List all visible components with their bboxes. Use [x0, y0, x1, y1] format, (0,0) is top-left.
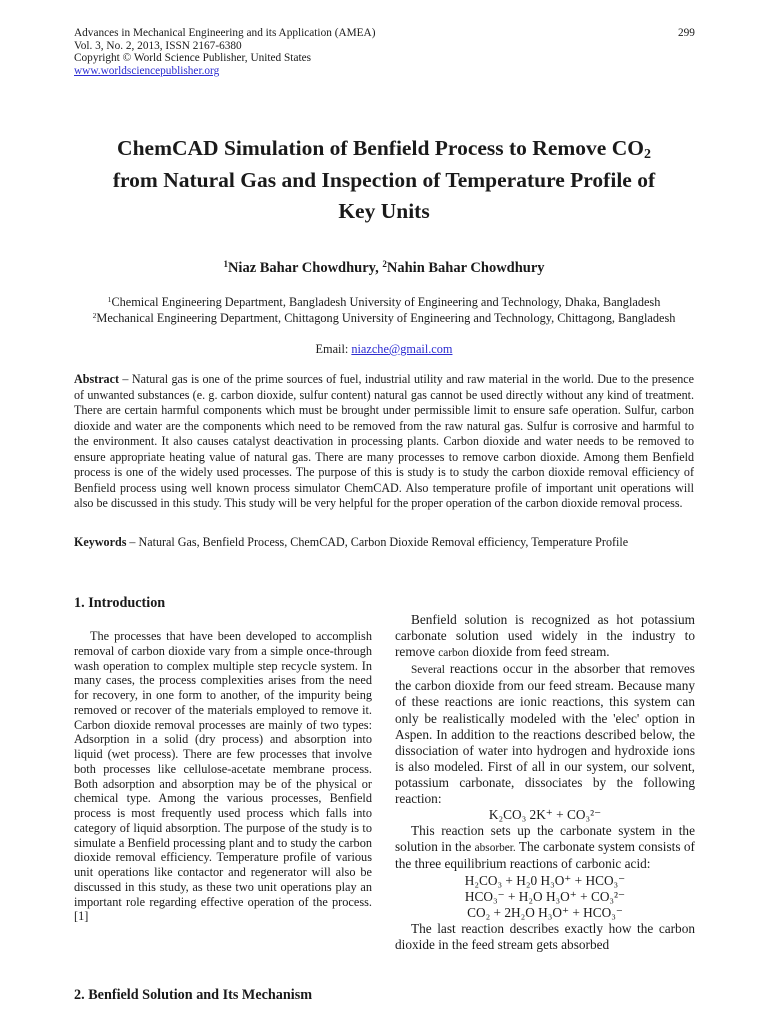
p2-text-b: reactions occur in the absorber that removes the carbon dioxide from our feed stream. Because many of these reactions are ionic reactions, this system can only be realistically modeled with the 'elec' option in Aspen. In addition to the reactions described below, the dissociation of water into hydrogen and hydroxide ions is also modeled. First of all in our system, our solvent, potassium carbonate, dissociates by the following reaction: [395, 661, 695, 807]
section-heading-introduction: 1. Introduction [74, 595, 166, 611]
p1-text-a: Benfield solution is recognized as hot potassium carbonate solution used widely in the industry to remove [395, 612, 695, 660]
p3-text-small: absorber. [474, 842, 516, 855]
author-1-name: Niaz Bahar Chowdhury, [227, 260, 379, 276]
keywords [74, 535, 694, 550]
paper-title [60, 133, 708, 228]
abstract-label: Abstract [74, 372, 120, 386]
introduction-paragraph: The processes that have been developed to accomplish removal of carbon dioxide vary from a simple once-through wash operation to complex multiple step recycle system. In many cases, the process complexities arises from the need for recovery, in one form to another, of the impurity being removed or recover of the materials employed to remove it. Carbon dioxide removal processes are mainly of two types: Adsorption in a solid (dry process) and absorption into liquid (wet process). There are few processes that involve both processes like cellulose-acetate membrane process. Both adsorption and absorption may be of the physical or chemical type. Among the various processes, Benfield process is most frequently used process which falls into category of liquid absorption. The purpose of the study is to simulate a Benfield processing plant and to study the carbon dioxide removal efficiency. Temperature profile of various unit operations like contactor and regenerator will also be discussed in this study, as these two unit operations play an important role regarding effective operation of the process. [1] [74, 629, 372, 924]
benfield-paragraph-2 [395, 661, 695, 807]
affiliation-1: Chemical Engineering Department, Bangladesh University of Engineering and Technology, Dhaka, Bangladesh [111, 295, 661, 309]
p1-text-b: dioxide from feed stream. [468, 644, 610, 660]
benfield-paragraph-1 [395, 612, 695, 661]
keywords-label: Keywords [74, 535, 127, 549]
affil-1-mark: 1 [107, 294, 112, 304]
journal-copyright: Copyright © World Science Publisher, United States [74, 52, 312, 65]
journal-header [74, 27, 375, 78]
p3-text-b: The carbonate system consists of the three equilibrium reactions of carbonic acid: [395, 839, 695, 872]
title-line-3: Key Units [338, 199, 430, 223]
section-heading-benfield: 2. Benfield Solution and Its Mechanism [74, 987, 313, 1003]
title-line-2: from Natural Gas and Inspection of Temperature Profile of [112, 167, 656, 192]
keywords-text: – Natural Gas, Benfield Process, ChemCAD, Carbon Dioxide Removal efficiency, Temperature Profile [126, 535, 629, 549]
title-line-1: ChemCAD Simulation of Benfield Process to Remove CO [117, 136, 644, 160]
introduction-body [74, 629, 372, 924]
journal-name: Advances in Mechanical Engineering and its Application (AMEA) [74, 27, 376, 39]
abstract [74, 372, 694, 512]
affiliation-2: Mechanical Engineering Department, Chittagong University of Engineering and Technology, Chittagong, Bangladesh [96, 310, 676, 325]
author-2-affil-mark: 2 [382, 259, 387, 270]
p1-text-small: carbon [438, 647, 469, 660]
equation-k2co3-dissociation: K₂CO₃ 2K⁺ + CO₃²⁻ [488, 807, 602, 823]
benfield-body [395, 612, 695, 953]
author-2-name: Nahin Bahar Chowdhury [386, 260, 545, 276]
equation-co2-absorption: CO₂ + 2H₂O H₃O⁺ + HCO₃⁻ [467, 904, 623, 920]
author-1-affil-mark: 1 [223, 259, 228, 270]
benfield-paragraph-4: The last reaction describes exactly how the carbon dioxide in the feed stream gets absorbed [395, 920, 695, 952]
abstract-text: – Natural gas is one of the prime sources of fuel, industrial utility and raw material in the world. Due to the presence of unwanted substances (e. g. carbon dioxide, sulfur content) natural gas cannot be used directly without any kind of treatment. There are certain harmful components which must be brought under permissible limit to ensure safe operation. Sulfur, carbon dioxide and water are the components which need to be removed from the raw natural gas. Sulfur is corrosive and harmful to the environment. It also causes catalyst deactivation in processing plants. Carbon dioxide and water needs to be removed to ensure appropriate heating value of natural gas. There are many processes to remove carbon dioxide. Among them Benfield process is one of the widely used processes. The purpose of this is study is to study the carbon dioxide removal efficiency of Benfield process using well known process simulator ChemCAD. Also temperature profile of important unit operations will also be discussed in this study. This study will be very helpful for the proper operation of the carbon dioxide removal process. [74, 372, 694, 510]
publisher-website-link[interactable]: www.worldsciencepublisher.org [74, 65, 220, 78]
email-label: Email: [315, 342, 352, 356]
p3-text-a: This reaction sets up the carbonate system in the solution in the [395, 823, 695, 855]
p2-text-small: Several [411, 664, 445, 677]
page-number: 299 [678, 27, 695, 39]
equation-carbonic-acid: H₂CO₃ + H₂0 H₃O⁺ + HCO₃⁻ [464, 872, 626, 888]
title-subscript: 2 [643, 147, 651, 162]
benfield-paragraph-3 [395, 823, 695, 872]
affiliations [60, 295, 708, 326]
email-link[interactable]: niazche@gmail.com [351, 342, 453, 356]
equation-bicarbonate: HCO₃⁻ + H₂O H₃O⁺ + CO₃²⁻ [464, 888, 626, 904]
author-list [60, 260, 708, 277]
journal-volume: Vol. 3, No. 2, 2013, ISSN 2167-6380 [74, 39, 242, 52]
affil-2-mark: 2 [92, 310, 97, 320]
contact-email [60, 342, 708, 357]
